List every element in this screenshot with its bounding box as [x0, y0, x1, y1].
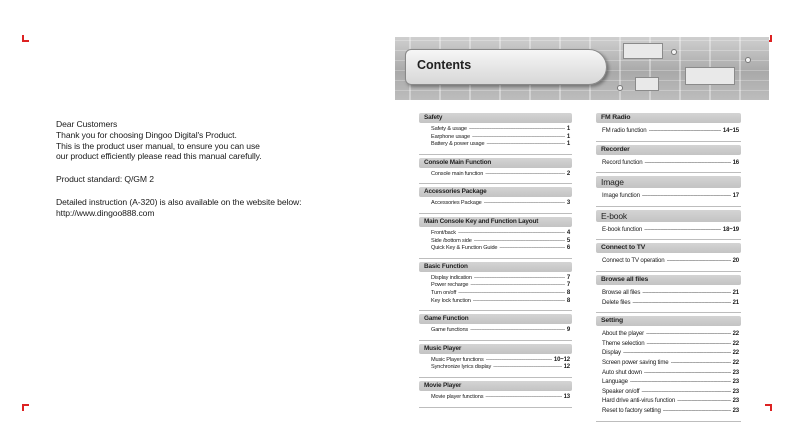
- toc-dot-leader: [486, 357, 552, 365]
- toc-entry-page: 12: [563, 364, 570, 371]
- toc-section-rule: [596, 172, 741, 173]
- toc-entry[interactable]: [596, 368, 741, 378]
- toc-entry-label: Key lock function: [431, 297, 471, 304]
- toc-entry-page: 23: [732, 398, 739, 405]
- toc-entry-label: Record function: [602, 158, 643, 166]
- toc-entry[interactable]: [596, 126, 741, 136]
- toc-dot-leader: [473, 298, 565, 306]
- toc-section-rule: [596, 141, 741, 142]
- toc-section-rule: [419, 340, 572, 341]
- toc-entry-label: Power recharge: [431, 282, 469, 289]
- toc-section-items: [596, 326, 741, 418]
- toc-entry-label: FM radio function: [602, 127, 647, 134]
- circuit-dot-decoration: [745, 57, 751, 63]
- toc-dot-leader: [649, 126, 721, 136]
- toc-section-heading: Music Player: [419, 344, 572, 354]
- toc-dot-leader: [499, 245, 564, 253]
- toc-entry[interactable]: [419, 394, 572, 402]
- toc-dot-leader: [474, 275, 565, 283]
- toc-entry-label: Earphone usage: [431, 133, 470, 140]
- toc-entry-label: Display indication: [431, 274, 472, 281]
- letter-line: Detailed instruction (A-320) is also available on the website below:: [56, 196, 302, 207]
- toc-section-heading: Browse all files: [596, 275, 741, 285]
- toc-dot-leader: [677, 396, 731, 406]
- toc-entry-label: Auto shut down: [602, 368, 642, 376]
- toc-section-heading: Game Function: [419, 314, 572, 324]
- toc-dot-leader: [485, 394, 561, 402]
- toc-entry-label: Synchronize lyrics display: [431, 364, 492, 371]
- toc-entry-label: Connect to TV operation: [602, 257, 665, 265]
- toc-section-rule: [596, 239, 741, 240]
- toc-entry-page: 6: [566, 245, 570, 252]
- toc-entry-label: Browse all files: [602, 288, 641, 296]
- toc-entry-page: 10~12: [553, 356, 570, 363]
- toc-entry-page: 5: [566, 237, 570, 244]
- toc-entry-label: Hard drive anti-virus function: [602, 397, 676, 405]
- toc-section-items: [419, 324, 572, 338]
- toc-dot-leader: [470, 327, 565, 335]
- toc-entry[interactable]: [596, 339, 741, 349]
- toc-entry-label: Battery & power usage: [431, 141, 485, 148]
- toc-entry[interactable]: [419, 290, 572, 298]
- toc-entry[interactable]: [596, 348, 741, 358]
- toc-entry-label: Movie player functions: [431, 393, 484, 400]
- toc-dot-leader: [663, 406, 731, 416]
- toc-entry-label: About the player: [602, 330, 644, 338]
- toc-dot-leader: [470, 282, 564, 290]
- toc-section-items: [596, 123, 741, 139]
- toc-entry-page: 23: [732, 379, 739, 386]
- toc-dot-leader: [458, 290, 565, 298]
- toc-section-rule: [596, 271, 741, 272]
- toc-dot-leader: [644, 158, 730, 168]
- toc-entry-page: 23: [732, 407, 739, 414]
- toc-section-heading: Accessories Package: [419, 187, 572, 197]
- toc-entry-label: Accessories Package: [431, 200, 482, 207]
- toc-entry-page: 17: [732, 193, 739, 200]
- toc-section-items: [419, 197, 572, 211]
- toc-entry[interactable]: [419, 282, 572, 290]
- contents-title: Contents: [417, 58, 472, 72]
- toc-entry[interactable]: [596, 358, 741, 368]
- toc-dot-leader: [493, 364, 561, 372]
- toc-entry-label: Game functions: [431, 327, 469, 334]
- toc-entry[interactable]: [419, 364, 572, 372]
- toc-entry[interactable]: [419, 238, 572, 246]
- circuit-chip-decoration: [623, 43, 663, 59]
- toc-section-items: [596, 222, 741, 238]
- toc-entry-page: 21: [732, 289, 739, 296]
- toc-dot-leader: [644, 368, 731, 378]
- toc-section-items: [419, 227, 572, 256]
- toc-entry-page: 14~15: [722, 128, 739, 134]
- toc-entry-page: 1: [566, 141, 570, 148]
- toc-entry-page: 22: [732, 340, 739, 347]
- toc-dot-leader: [472, 134, 565, 142]
- toc-entry-label: E-book function: [602, 225, 643, 233]
- toc-section-rule: [419, 310, 572, 311]
- toc-section-rule: [419, 213, 572, 214]
- toc-dot-leader: [644, 225, 721, 235]
- toc-entry-label: Quick Key & Function Guide: [431, 245, 498, 252]
- toc-left-column: [419, 110, 572, 408]
- toc-entry-label: Safety & usage: [431, 126, 467, 132]
- toc-entry-page: 7: [566, 282, 570, 289]
- circuit-dot-decoration: [617, 85, 623, 91]
- toc-section-heading: E-book: [596, 210, 741, 222]
- letter-line: This is the product user manual, to ensure you can use: [56, 140, 260, 151]
- toc-entry-page: 1: [566, 133, 570, 140]
- toc-entry[interactable]: [419, 200, 572, 208]
- toc-entry-page: 13: [563, 393, 570, 400]
- toc-section-items: [596, 155, 741, 171]
- toc-entry-label: Speaker on/off: [602, 387, 640, 395]
- crop-mark-bottom-right: [765, 404, 772, 411]
- letter-line: Thank you for choosing Dingoo Digital's Product.: [56, 129, 237, 140]
- toc-section-rule: [419, 258, 572, 259]
- toc-entry[interactable]: [419, 245, 572, 253]
- toc-entry-page: 8: [566, 289, 570, 296]
- toc-dot-leader: [458, 230, 565, 238]
- toc-section-heading: Recorder: [596, 145, 741, 155]
- toc-dot-leader: [642, 191, 731, 201]
- toc-right-column: [596, 110, 741, 422]
- toc-section-items: [419, 272, 572, 308]
- toc-section-rule: [596, 206, 741, 207]
- toc-section-items: [596, 285, 741, 310]
- toc-section-heading: Safety: [419, 113, 572, 123]
- toc-entry-page: 9: [566, 327, 570, 334]
- toc-entry-page: 23: [732, 388, 739, 395]
- toc-section-items: [419, 391, 572, 405]
- toc-entry-label: Display: [602, 349, 621, 357]
- toc-dot-leader: [630, 377, 731, 387]
- toc-dot-leader: [641, 387, 730, 397]
- toc-dot-leader: [484, 200, 565, 208]
- circuit-chip-decoration: [685, 67, 735, 85]
- toc-entry[interactable]: [419, 230, 572, 238]
- toc-entry-label: Reset to factory setting: [602, 406, 661, 414]
- toc-dot-leader: [667, 256, 731, 266]
- toc-entry-label: Console main function: [431, 170, 484, 177]
- toc-entry-page: 1: [566, 126, 570, 132]
- letter-line: our product efficiently please read this manual carefully.: [56, 151, 262, 162]
- toc-entry-page: 22: [732, 350, 739, 357]
- toc-entry[interactable]: [419, 171, 572, 179]
- toc-dot-leader: [671, 358, 731, 368]
- toc-section-heading: Basic Function: [419, 262, 572, 272]
- toc-dot-leader: [469, 126, 565, 134]
- toc-entry[interactable]: [596, 225, 741, 235]
- toc-dot-leader: [646, 329, 731, 339]
- toc-entry-page: 23: [732, 369, 739, 376]
- toc-entry-label: Language: [602, 378, 628, 386]
- toc-entry-page: 8: [566, 297, 570, 304]
- crop-mark-bottom-left: [22, 404, 29, 411]
- toc-dot-leader: [486, 141, 564, 149]
- toc-entry-label: Image function: [602, 192, 640, 200]
- toc-entry[interactable]: [419, 275, 572, 283]
- toc-entry-page: 4: [566, 229, 570, 236]
- toc-dot-leader: [646, 339, 730, 349]
- toc-section-heading: Image: [596, 176, 741, 188]
- crop-mark-top-left: [22, 35, 29, 42]
- toc-entry-page: 22: [732, 359, 739, 366]
- toc-entry-page: 21: [732, 299, 739, 306]
- circuit-chip-decoration: [635, 77, 659, 91]
- toc-entry[interactable]: [596, 298, 741, 308]
- toc-entry-page: 20: [732, 258, 739, 265]
- toc-section-rule: [596, 312, 741, 313]
- toc-entry[interactable]: [419, 126, 572, 134]
- toc-section-heading: Main Console Key and Function Layout: [419, 217, 572, 227]
- toc-entry[interactable]: [419, 141, 572, 149]
- toc-entry-label: Turn on/off: [431, 289, 457, 296]
- toc-section-rule: [419, 407, 572, 408]
- toc-entry-page: 7: [566, 274, 570, 281]
- toc-section-rule: [419, 377, 572, 378]
- toc-dot-leader: [485, 171, 565, 179]
- toc-entry[interactable]: [596, 377, 741, 387]
- toc-entry[interactable]: [596, 329, 741, 339]
- toc-entry-page: 3: [566, 200, 570, 207]
- toc-entry[interactable]: [419, 357, 572, 365]
- toc-section-rule: [419, 154, 572, 155]
- website-link[interactable]: http://www.dingoo888.com: [56, 207, 155, 218]
- toc-entry[interactable]: [596, 288, 741, 298]
- toc-entry-label: Delete files: [602, 298, 631, 306]
- toc-entry[interactable]: [596, 158, 741, 168]
- toc-entry[interactable]: [419, 298, 572, 306]
- toc-section-heading: Setting: [596, 316, 741, 326]
- circuit-dot-decoration: [671, 49, 677, 55]
- toc-entry-label: Theme selection: [602, 339, 645, 347]
- toc-section-items: [419, 168, 572, 182]
- toc-entry[interactable]: [596, 406, 741, 416]
- toc-section-items: [419, 354, 572, 375]
- toc-section-heading: Connect to TV: [596, 243, 741, 253]
- toc-dot-leader: [623, 348, 731, 358]
- toc-section-heading: FM Radio: [596, 113, 741, 123]
- toc-entry-label: Music Player functions: [431, 356, 484, 363]
- toc-entry[interactable]: [596, 387, 741, 397]
- toc-entry-page: 2: [566, 170, 570, 177]
- toc-section-rule: [596, 421, 741, 422]
- toc-entry[interactable]: [419, 327, 572, 335]
- toc-dot-leader: [474, 238, 565, 246]
- toc-entry[interactable]: [596, 256, 741, 266]
- toc-entry[interactable]: [596, 191, 741, 201]
- toc-dot-leader: [642, 288, 730, 298]
- toc-entry-label: Front/back: [431, 229, 456, 236]
- toc-entry-label: Screen power saving time: [602, 358, 669, 366]
- toc-dot-leader: [632, 298, 730, 308]
- customer-letter: [56, 119, 301, 219]
- toc-entry[interactable]: [596, 396, 741, 406]
- toc-entry-label: Side /bottom side: [431, 237, 472, 244]
- toc-entry[interactable]: [419, 134, 572, 142]
- toc-entry-page: 18~19: [722, 226, 739, 233]
- contents-banner: [395, 37, 769, 100]
- toc-section-items: [419, 123, 572, 152]
- toc-section-heading: Console Main Function: [419, 158, 572, 168]
- product-standard: Product standard: Q/GM 2: [56, 174, 154, 185]
- toc-entry-page: 22: [732, 331, 739, 338]
- toc-entry-page: 16: [732, 159, 739, 166]
- toc-section-rule: [419, 183, 572, 184]
- toc-section-items: [596, 188, 741, 204]
- toc-section-items: [596, 253, 741, 269]
- letter-line: Dear Customers: [56, 119, 118, 129]
- toc-section-heading: Movie Player: [419, 381, 572, 391]
